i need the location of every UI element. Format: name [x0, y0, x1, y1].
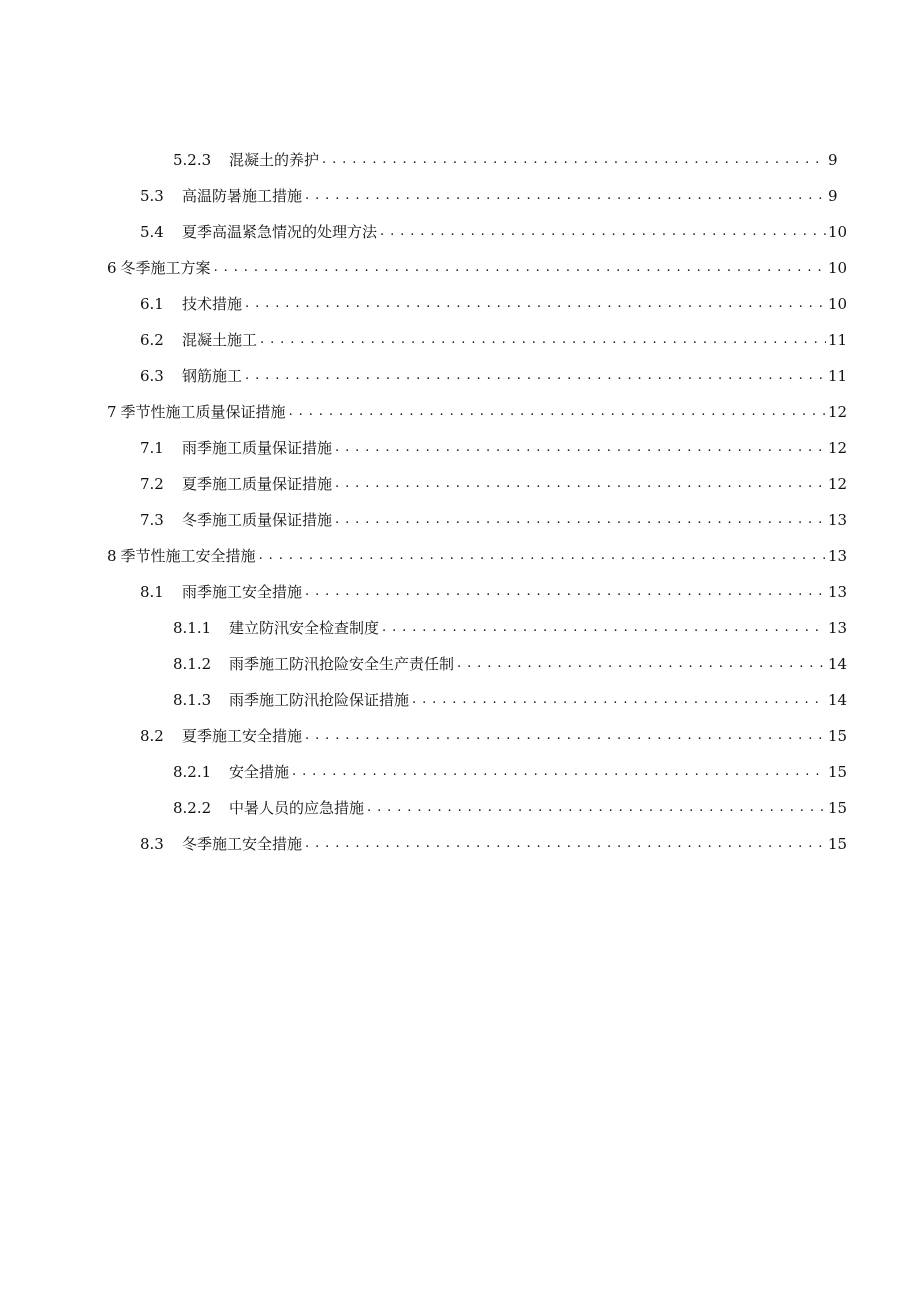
- toc-entry-number: 7.2: [140, 475, 164, 493]
- toc-entry-page: 11: [828, 331, 848, 349]
- toc-entry-page: 9: [828, 151, 838, 169]
- toc-entry-number: 5.3: [140, 187, 164, 205]
- toc-dot-leader: [335, 430, 826, 466]
- toc-entry-number: 8.1.3: [173, 691, 212, 709]
- toc-entry[interactable]: [0, 538, 920, 574]
- toc-entry-number: 8.1: [140, 583, 164, 601]
- toc-entry[interactable]: [0, 466, 920, 502]
- toc-entry-page: 10: [828, 223, 848, 241]
- toc-dot-leader: [292, 754, 826, 790]
- toc-entry-number: 8.2.2: [173, 799, 212, 817]
- toc-entry-page: 15: [828, 763, 848, 781]
- toc-entry-title: 冬季施工质量保证措施: [182, 511, 333, 529]
- toc-entry[interactable]: [0, 826, 920, 862]
- toc-entry-title: 建立防汛安全检查制度: [229, 619, 380, 637]
- toc-entry-title: 冬季施工安全措施: [182, 835, 303, 853]
- toc-dot-leader: [305, 826, 826, 862]
- toc-dot-leader: [305, 718, 826, 754]
- toc-dot-leader: [382, 610, 826, 646]
- toc-entry-number: 6.1: [140, 295, 164, 313]
- toc-entry[interactable]: [0, 502, 920, 538]
- toc-entry[interactable]: [0, 358, 920, 394]
- toc-entry-title: 夏季高温紧急情况的处理方法: [182, 223, 378, 241]
- toc-dot-leader: [289, 394, 826, 430]
- toc-entry-page: 12: [828, 475, 848, 493]
- toc-entry-page: 12: [828, 403, 848, 421]
- toc-entry-number: 6.2: [140, 331, 164, 349]
- toc-entry-number: 5.2.3: [173, 151, 212, 169]
- toc-dot-leader: [245, 286, 826, 322]
- toc-entry-number: 6: [107, 259, 117, 277]
- toc-entry[interactable]: [0, 430, 920, 466]
- toc-entry-title: 高温防暑施工措施: [182, 187, 303, 205]
- toc-entry-page: 9: [828, 187, 838, 205]
- toc-entry-page: 12: [828, 439, 848, 457]
- toc-entry-number: 6.3: [140, 367, 164, 385]
- toc-entry-page: 14: [828, 655, 848, 673]
- toc-entry-title: 安全措施: [229, 763, 290, 781]
- toc-entry[interactable]: [0, 214, 920, 250]
- toc-entry-page: 13: [828, 511, 848, 529]
- toc-entry[interactable]: [0, 610, 920, 646]
- toc-entry-page: 13: [828, 547, 848, 565]
- toc-entry-title: 雨季施工防汛抢险保证措施: [229, 691, 410, 709]
- toc-entry[interactable]: [0, 322, 920, 358]
- toc-entry-number: 8.1.1: [173, 619, 212, 637]
- table-of-contents: [0, 142, 920, 862]
- toc-entry-title: 技术措施: [182, 295, 243, 313]
- toc-dot-leader: [305, 574, 826, 610]
- toc-entry-page: 10: [828, 295, 848, 313]
- toc-entry-title: 雨季施工防汛抢险安全生产责任制: [229, 655, 455, 673]
- toc-dot-leader: [380, 214, 826, 250]
- toc-entry-page: 13: [828, 583, 848, 601]
- toc-entry[interactable]: [0, 718, 920, 754]
- toc-dot-leader: [335, 502, 826, 538]
- toc-entry-title: 中暑人员的应急措施: [229, 799, 365, 817]
- toc-entry-title: 混凝土的养护: [229, 151, 320, 169]
- toc-entry[interactable]: [0, 286, 920, 322]
- toc-entry-title: 雨季施工质量保证措施: [182, 439, 333, 457]
- toc-dot-leader: [260, 322, 826, 358]
- toc-entry-title: 夏季施工质量保证措施: [182, 475, 333, 493]
- toc-entry-number: 7.3: [140, 511, 164, 529]
- toc-entry-number: 7: [107, 403, 117, 421]
- toc-entry-title: 季节性施工安全措施: [120, 547, 256, 565]
- toc-entry[interactable]: [0, 142, 920, 178]
- toc-entry-page: 14: [828, 691, 848, 709]
- toc-entry-number: 8.2: [140, 727, 164, 745]
- toc-dot-leader: [457, 646, 826, 682]
- toc-entry-number: 7.1: [140, 439, 164, 457]
- toc-entry-title: 季节性施工质量保证措施: [120, 403, 286, 421]
- toc-entry-page: 15: [828, 835, 848, 853]
- toc-entry-title: 钢筋施工: [182, 367, 243, 385]
- toc-dot-leader: [367, 790, 826, 826]
- toc-entry[interactable]: [0, 790, 920, 826]
- toc-entry-number: 8.2.1: [173, 763, 212, 781]
- toc-entry[interactable]: [0, 394, 920, 430]
- toc-dot-leader: [245, 358, 826, 394]
- toc-entry[interactable]: [0, 178, 920, 214]
- toc-dot-leader: [335, 466, 826, 502]
- toc-entry-number: 8.3: [140, 835, 164, 853]
- toc-entry-page: 13: [828, 619, 848, 637]
- toc-entry-number: 8: [107, 547, 117, 565]
- toc-entry-title: 冬季施工方案: [120, 259, 211, 277]
- toc-entry-title: 混凝土施工: [182, 331, 258, 349]
- toc-dot-leader: [412, 682, 826, 718]
- toc-entry[interactable]: [0, 754, 920, 790]
- toc-entry-number: 8.1.2: [173, 655, 212, 673]
- toc-dot-leader: [322, 142, 826, 178]
- toc-entry-page: 15: [828, 799, 848, 817]
- toc-entry-title: 雨季施工安全措施: [182, 583, 303, 601]
- toc-entry-number: 5.4: [140, 223, 164, 241]
- toc-entry-page: 10: [828, 259, 848, 277]
- toc-entry[interactable]: [0, 250, 920, 286]
- toc-entry-page: 15: [828, 727, 848, 745]
- toc-entry[interactable]: [0, 646, 920, 682]
- toc-entry-title: 夏季施工安全措施: [182, 727, 303, 745]
- toc-entry[interactable]: [0, 682, 920, 718]
- toc-dot-leader: [305, 178, 826, 214]
- toc-entry-page: 11: [828, 367, 848, 385]
- toc-dot-leader: [259, 538, 826, 574]
- toc-entry[interactable]: [0, 574, 920, 610]
- toc-dot-leader: [214, 250, 826, 286]
